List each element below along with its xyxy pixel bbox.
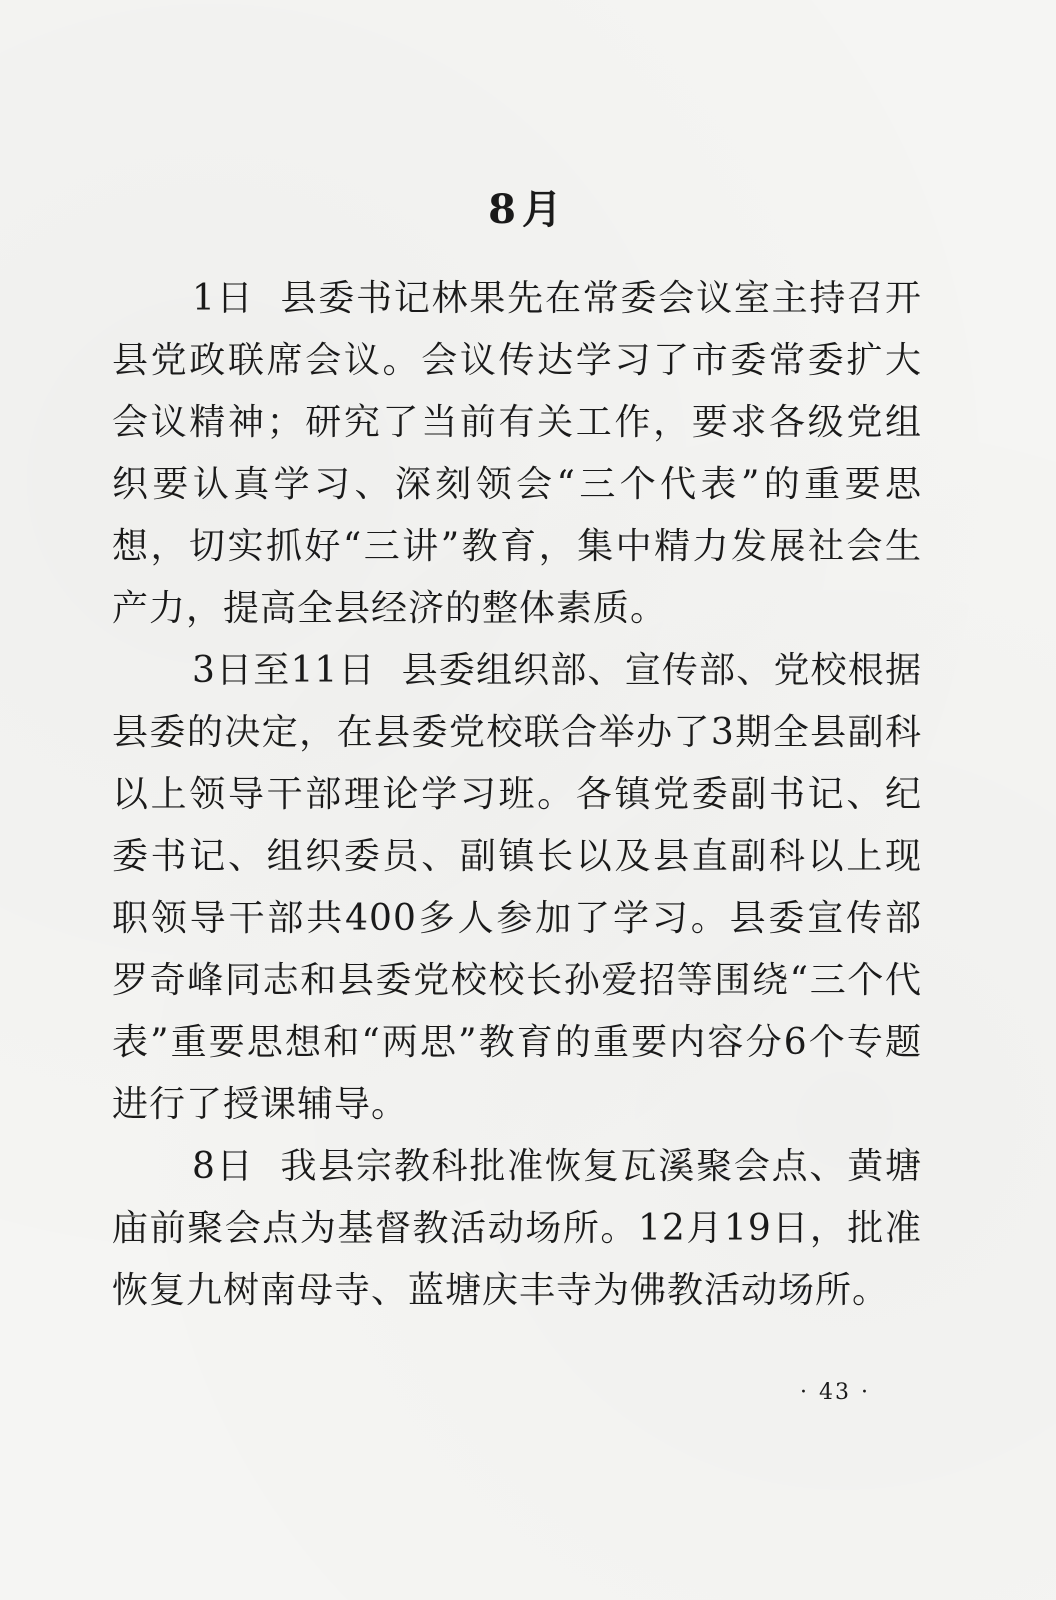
- entry-text: 县委组织部、宣传部、党校根据县委的决定，在县委党校联合举办了3期全县副科以上领导干部理论学习班。各镇党委副书记、纪委书记、组织委员、副镇长以及县直副科以上现职领导干部共400多人参加了学习。县委宣传部罗奇峰同志和县委党校校长孙爱招等围绕“三个代表”重要思想和“两思”教育的重要内容分6个专题进行了授课辅导。: [112, 650, 922, 1125]
- entry-text: 我县宗教科批准恢复瓦溪聚会点、黄塘庙前聚会点为基督教活动场所。12月19日，批准恢复九树南母寺、蓝塘庆丰寺为佛教活动场所。: [112, 1146, 922, 1311]
- entry-aug-1: [112, 268, 922, 640]
- page-number: · 43 ·: [800, 1380, 870, 1405]
- entry-aug-8: [112, 1136, 922, 1322]
- month-title: 8月: [488, 186, 568, 233]
- entry-date: 1日: [192, 278, 255, 319]
- entry-aug-3-11: [112, 640, 922, 1136]
- page-number-value: 43: [819, 1380, 851, 1405]
- chronicle-body: [112, 268, 922, 1322]
- entry-text: 县委书记林果先在常委会议室主持召开县党政联席会议。会议传达学习了市委常委扩大会议精神；研究了当前有关工作，要求各级党组织要认真学习、深刻领会“三个代表”的重要思想，切实抓好“三讲”教育，集中精力发展社会生产力，提高全县经济的整体素质。: [112, 278, 922, 629]
- entry-date: 8日: [192, 1146, 255, 1187]
- entry-date: 3日至11日: [192, 650, 376, 691]
